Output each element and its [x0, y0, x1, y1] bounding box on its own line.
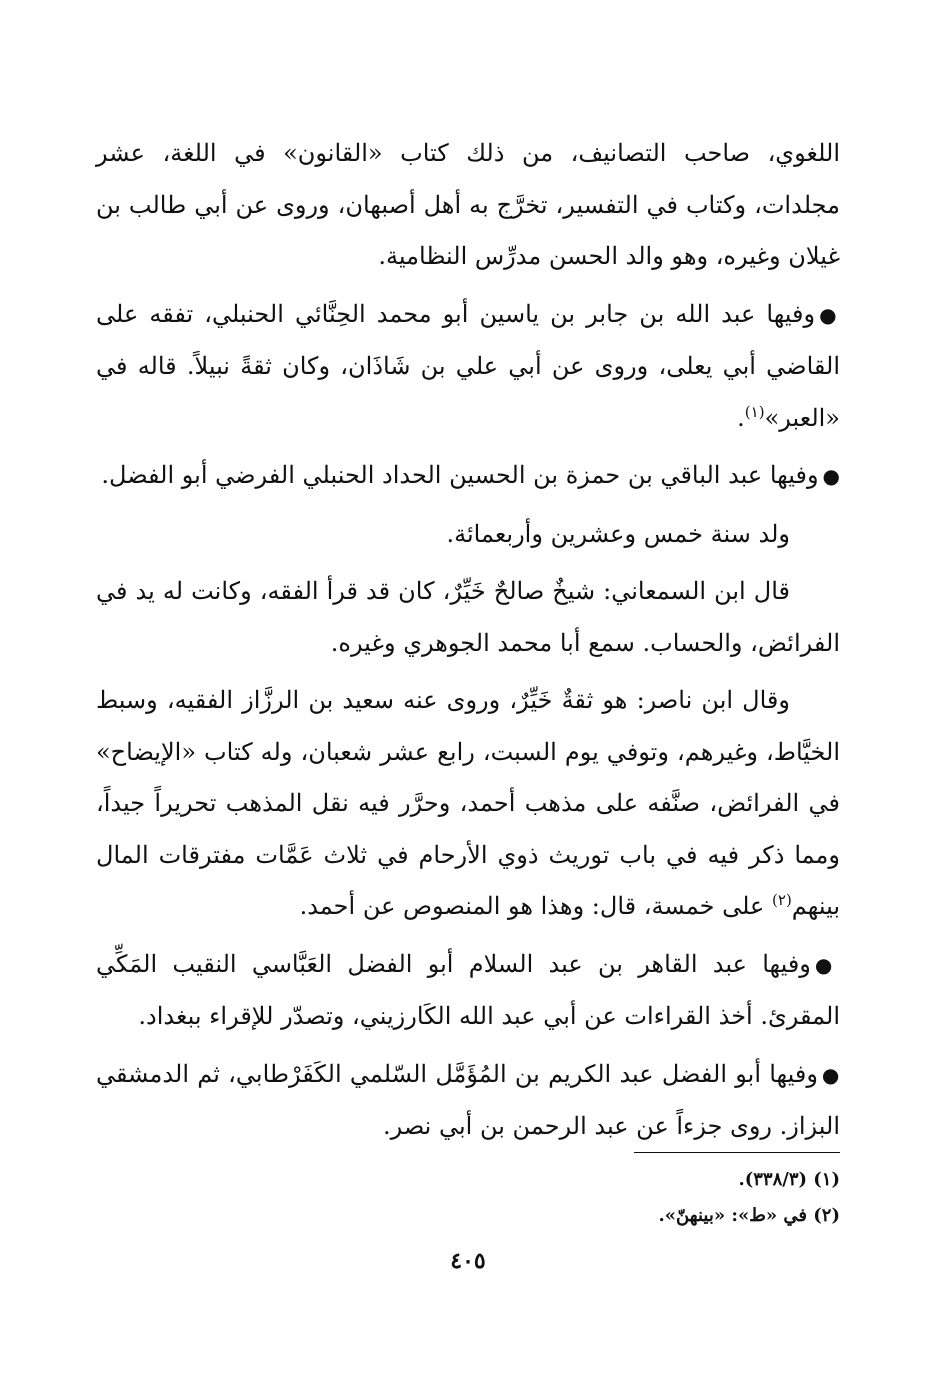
paragraph-text: ولد سنة خمس وعشرين وأربعمائة. [446, 519, 790, 548]
paragraph-text: وفيها عبد القاهر بن عبد السلام أبو الفضل العَبَّاسي النقيب المَكِّي المقرئ. أخذ القراءات عن أبي عبد الله الكَارزيني، وتصدّر للإقراء ببغداد. [96, 949, 840, 1030]
paragraph-text: قال ابن السمعاني: شيخٌ صالحٌ خَيِّرٌ، كان قد قرأ الفقه، وكانت له يد في الفرائض، والحساب. سمع أبا محمد الجوهري وغيره. [96, 577, 840, 657]
paragraph-text: وفيها عبد الباقي بن حمزة بن الحسين الحداد الحنبلي الفرضي أبو الفضل. [101, 461, 819, 489]
footnote: (٢) في «ط»: «بينهنّ». [658, 1205, 840, 1226]
footnote-divider [634, 1152, 840, 1153]
paragraph-text: وفيها عبد الله بن جابر بن ياسين أبو محمد الحِنَّائي الحنبلي، تفقه على القاضي أبي يعلى، وروى عن أبي علي بن شَاذَان، وكان ثقةً نبيلاً. قاله في «العبر» [96, 299, 840, 432]
paragraph [96, 675, 840, 933]
bullet-icon: ● [814, 952, 840, 977]
page-number: ٤٠٥ [450, 1248, 486, 1274]
footnotes [96, 1162, 840, 1234]
paragraph [96, 509, 840, 561]
footnote: (١) (٣٣٨/٣). [738, 1169, 840, 1190]
bullet-icon: ● [819, 302, 841, 327]
paragraph-text: وقال ابن ناصر: هو ثقةٌ خَيِّرٌ، وروى عنه سعيد بن الرزَّاز الفقيه، وسبط الخيَّاط، وغيرهم، وتوفي يوم السبت، رابع عشر شعبان، وله كتاب «الإيضاح» في الفرائض، صنَّفه على مذهب أحمد، وحرَّر فيه نقل المذهب تحريراً جيداً، ومما ذكر فيه في باب توريث ذوي الأرحام في ثلاث عَمَّات مفترقات المال بينهم [96, 686, 841, 920]
main-text [96, 128, 840, 1159]
paragraph [96, 1049, 840, 1153]
paragraph [96, 450, 840, 503]
paragraph-text: وفيها أبو الفضل عبد الكريم بن المُؤَمَّل السّلمي الكَفَرْطابي، ثم الدمشقي البزاز. روى جزءاً عن عبد الرحمن بن أبي نصر. [96, 1059, 840, 1140]
paragraph-end: . [737, 403, 745, 432]
paragraph-text: اللغوي، صاحب التصانيف، من ذلك كتاب «القانون» في اللغة، عشر مجلدات، وكتاب في التفسير، تخرَّج به أهل أصبهان، وروى عن أبي طالب بن غيلان وغيره، وهو والد الحسن مدرِّس النظامية. [96, 139, 840, 270]
paragraph [96, 289, 840, 445]
paragraph [96, 128, 840, 283]
paragraph [96, 939, 840, 1043]
paragraph [96, 566, 840, 669]
footnote-ref[interactable]: (٢) [772, 891, 792, 909]
paragraph-end: على خمسة، قال: وهذا هو المنصوص عن أحمد. [299, 892, 773, 920]
bullet-icon: ● [822, 464, 840, 488]
footnote-ref[interactable]: (١) [744, 402, 765, 421]
bullet-icon: ● [821, 1062, 840, 1087]
